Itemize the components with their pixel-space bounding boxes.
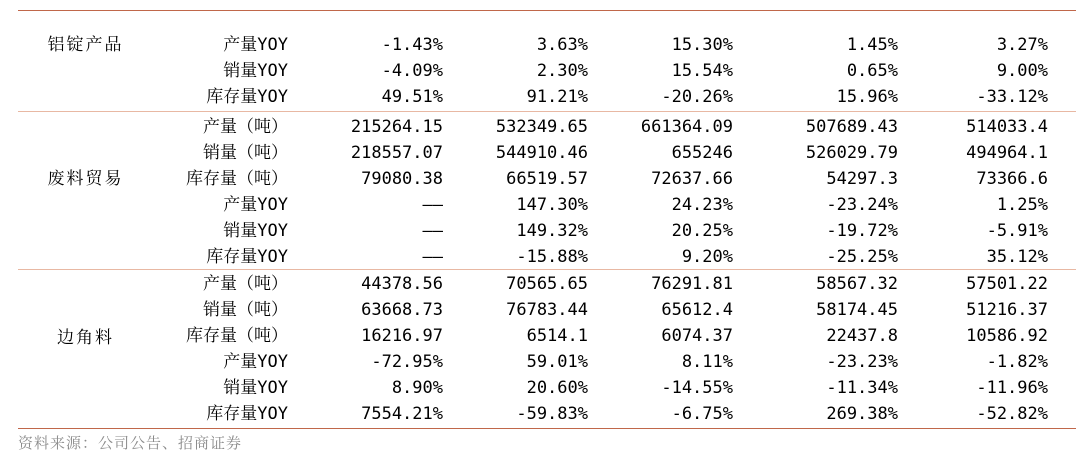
table-cell: 58174.45 bbox=[816, 300, 898, 320]
table-cell: 215264.15 bbox=[350, 117, 443, 137]
table-row bbox=[18, 58, 1076, 84]
table-cell: 655246 bbox=[671, 143, 733, 163]
table-cell: -23.24% bbox=[826, 195, 898, 215]
row-label: 产量YOY bbox=[223, 352, 288, 372]
table-top-rule bbox=[18, 10, 1076, 11]
table-cell: 49.51% bbox=[381, 87, 443, 107]
table-row bbox=[18, 140, 1076, 166]
table-cell: 8.11% bbox=[681, 352, 733, 372]
row-label: 销量YOY bbox=[223, 221, 288, 241]
row-label: 产量YOY bbox=[223, 195, 288, 215]
row-label: 库存量（吨） bbox=[186, 169, 288, 189]
table-row bbox=[18, 114, 1076, 140]
table-row bbox=[18, 192, 1076, 218]
table-cell: 91.21% bbox=[526, 87, 588, 107]
table-row bbox=[18, 32, 1076, 58]
row-label: 产量（吨） bbox=[203, 117, 288, 137]
table-cell: -19.72% bbox=[826, 221, 898, 241]
row-label: 销量YOY bbox=[223, 61, 288, 81]
table-cell: -1.43% bbox=[381, 35, 443, 55]
table-cell: 54297.3 bbox=[826, 169, 898, 189]
table-cell: 66519.57 bbox=[506, 169, 588, 189]
table-cell: 35.12% bbox=[986, 247, 1048, 267]
table-cell: 70565.65 bbox=[506, 274, 588, 294]
table-cell: 3.27% bbox=[996, 35, 1048, 55]
row-label: 库存量YOY bbox=[206, 404, 288, 424]
table-cell: —— bbox=[422, 247, 443, 267]
table-row bbox=[18, 166, 1076, 192]
table-cell: -14.55% bbox=[661, 378, 733, 398]
table-cell: 494964.1 bbox=[966, 143, 1048, 163]
table-cell: 1.25% bbox=[996, 195, 1048, 215]
table-cell: 44378.56 bbox=[361, 274, 443, 294]
table-cell: 57501.22 bbox=[966, 274, 1048, 294]
table-cell: 2.30% bbox=[536, 61, 588, 81]
table-cell: 73366.6 bbox=[976, 169, 1048, 189]
row-label: 库存量YOY bbox=[206, 247, 288, 267]
table-row bbox=[18, 401, 1076, 427]
table-cell: 15.30% bbox=[671, 35, 733, 55]
table-cell: 9.20% bbox=[681, 247, 733, 267]
table-cell: -72.95% bbox=[371, 352, 443, 372]
table-cell: 0.65% bbox=[846, 61, 898, 81]
table-cell: 147.30% bbox=[516, 195, 588, 215]
table-cell: 76783.44 bbox=[506, 300, 588, 320]
table-cell: 6514.1 bbox=[526, 326, 588, 346]
table-cell: -1.82% bbox=[986, 352, 1048, 372]
table-row bbox=[18, 297, 1076, 323]
table-cell: -33.12% bbox=[976, 87, 1048, 107]
section-divider bbox=[18, 269, 1076, 270]
table-cell: 6074.37 bbox=[661, 326, 733, 346]
table-cell: 15.96% bbox=[836, 87, 898, 107]
table-cell: 532349.65 bbox=[495, 117, 588, 137]
table-cell: 1.45% bbox=[846, 35, 898, 55]
row-label: 产量YOY bbox=[223, 35, 288, 55]
table-cell: 661364.09 bbox=[640, 117, 733, 137]
source-note: 资料来源：公司公告、招商证券 bbox=[18, 434, 243, 452]
table-cell: -5.91% bbox=[986, 221, 1048, 241]
table-cell: 72637.66 bbox=[651, 169, 733, 189]
row-label: 销量（吨） bbox=[203, 300, 288, 320]
row-label: 库存量YOY bbox=[206, 87, 288, 107]
table-cell: 514033.4 bbox=[966, 117, 1048, 137]
section-label: 铝锭产品 bbox=[47, 35, 124, 55]
table-row bbox=[18, 375, 1076, 401]
table-cell: 79080.38 bbox=[361, 169, 443, 189]
table-cell: 20.25% bbox=[671, 221, 733, 241]
section-label: 废料贸易 bbox=[47, 169, 124, 189]
table-row bbox=[18, 84, 1076, 110]
row-label: 销量YOY bbox=[223, 378, 288, 398]
table-cell: 59.01% bbox=[526, 352, 588, 372]
table-cell: 16216.97 bbox=[361, 326, 443, 346]
section-divider bbox=[18, 111, 1076, 112]
table-cell: 8.90% bbox=[391, 378, 443, 398]
row-label: 销量（吨） bbox=[203, 143, 288, 163]
table-cell: 63668.73 bbox=[361, 300, 443, 320]
table-cell: -20.26% bbox=[661, 87, 733, 107]
table-cell: -59.83% bbox=[516, 404, 588, 424]
table-cell: 526029.79 bbox=[805, 143, 898, 163]
table-cell: -4.09% bbox=[381, 61, 443, 81]
table-cell: 544910.46 bbox=[495, 143, 588, 163]
table-cell: 65612.4 bbox=[661, 300, 733, 320]
table-cell: 24.23% bbox=[671, 195, 733, 215]
table-cell: -25.25% bbox=[826, 247, 898, 267]
row-label: 产量（吨） bbox=[203, 274, 288, 294]
section-label: 边角料 bbox=[57, 328, 114, 348]
table-cell: 76291.81 bbox=[651, 274, 733, 294]
table-cell: 3.63% bbox=[536, 35, 588, 55]
table-cell: —— bbox=[422, 195, 443, 215]
table-row bbox=[18, 271, 1076, 297]
table-cell: 58567.32 bbox=[816, 274, 898, 294]
row-label: 库存量（吨） bbox=[186, 326, 288, 346]
table-row bbox=[18, 244, 1076, 270]
table-cell: 218557.07 bbox=[350, 143, 443, 163]
table-cell: -23.23% bbox=[826, 352, 898, 372]
table-row bbox=[18, 323, 1076, 349]
table-cell: —— bbox=[422, 221, 443, 241]
table-cell: 51216.37 bbox=[966, 300, 1048, 320]
table-cell: -52.82% bbox=[976, 404, 1048, 424]
table-cell: 9.00% bbox=[996, 61, 1048, 81]
table-bottom-rule bbox=[18, 428, 1076, 429]
table-cell: -6.75% bbox=[671, 404, 733, 424]
table-cell: 15.54% bbox=[671, 61, 733, 81]
table-cell: 22437.8 bbox=[826, 326, 898, 346]
table-cell: 269.38% bbox=[826, 404, 898, 424]
table-cell: 507689.43 bbox=[805, 117, 898, 137]
table-cell: 7554.21% bbox=[361, 404, 443, 424]
table-cell: 10586.92 bbox=[966, 326, 1048, 346]
table-row bbox=[18, 349, 1076, 375]
table-cell: -15.88% bbox=[516, 247, 588, 267]
table-cell: 149.32% bbox=[516, 221, 588, 241]
table-row bbox=[18, 218, 1076, 244]
table-cell: 20.60% bbox=[526, 378, 588, 398]
table-cell: -11.96% bbox=[976, 378, 1048, 398]
table-cell: -11.34% bbox=[826, 378, 898, 398]
